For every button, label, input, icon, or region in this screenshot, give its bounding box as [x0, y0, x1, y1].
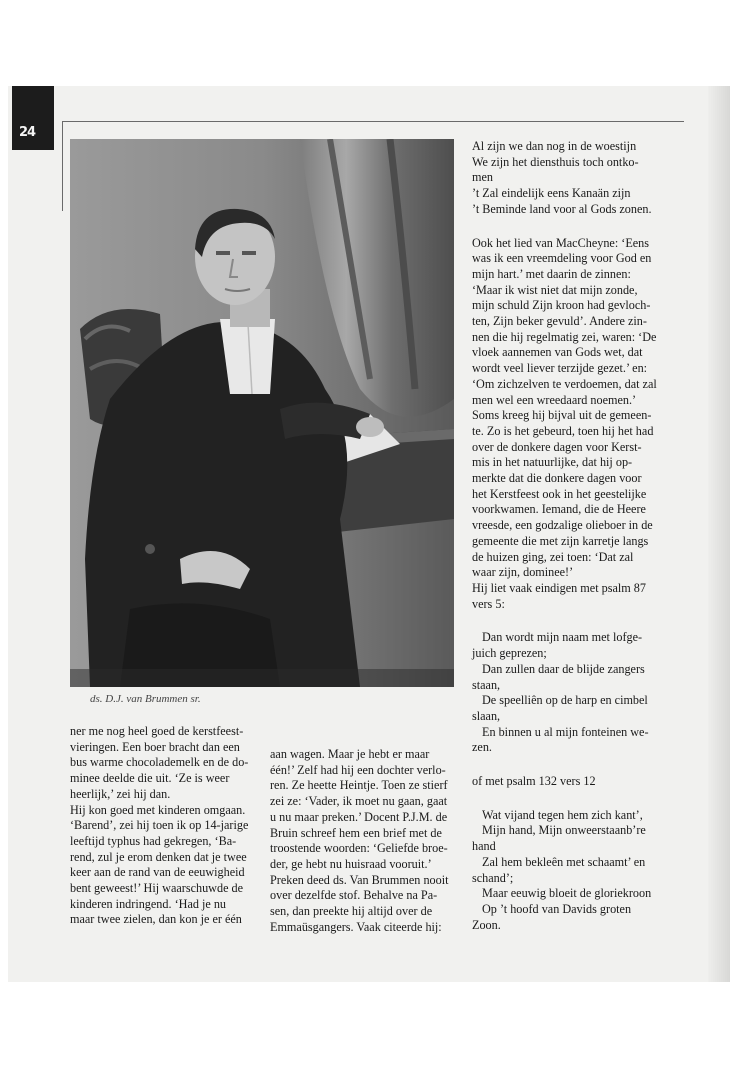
text-line: te. Zo is het gebeurd, toen hij het had: [472, 423, 654, 438]
text-line: Bruin schreef hem een brief met de: [270, 825, 442, 840]
paragraph: [270, 747, 456, 935]
text-line: vreesde, een godzalige olieboer in de: [472, 518, 653, 533]
text-line: Hij kon goed met kinderen omgaan.: [70, 802, 246, 817]
text-line: keer aan de rand van de eeuwigheid: [70, 865, 245, 880]
verse-line: staan,: [472, 677, 501, 692]
page-number: 24: [18, 125, 36, 140]
text-line: aan wagen. Maar je hebt er maar: [270, 747, 430, 761]
photo-caption: ds. D.J. van Brummen sr.: [90, 693, 201, 705]
text-line: merkte dat die donkere dagen voor: [472, 471, 642, 486]
text-line: vers 5:: [472, 596, 505, 611]
text-column-3: [472, 139, 658, 933]
verse-line: schand’;: [472, 870, 514, 885]
text-line: heerlijk,’ zei hij dan.: [70, 786, 171, 801]
verse-line: Zoon.: [472, 917, 501, 932]
text-line: bus warme chocolademelk en de do-: [70, 755, 249, 770]
text-column-2: [270, 747, 456, 935]
verse-line: zen.: [472, 740, 492, 755]
verse-line: ’t Zal eindelijk eens Kanaän zijn: [472, 186, 631, 201]
verse-line: Dan wordt mijn naam met lofge-: [482, 630, 643, 645]
text-line: waar zijn, dominee!’: [472, 565, 574, 580]
verse-line: slaan,: [472, 708, 501, 723]
page-number-tab: [12, 86, 54, 150]
verse-line: De speelliên op de harp en cimbel: [482, 693, 648, 708]
text-line: nen die hij regelmatig zei, waren: ‘De: [472, 329, 657, 344]
verse-line: ’t Beminde land voor al Gods zonen.: [472, 201, 652, 216]
text-line: rend, zul je erom denken dat je twee: [70, 849, 247, 864]
portrait-photo: [70, 139, 454, 687]
text-line: Hij liet vaak eindigen met psalm 87: [472, 580, 646, 595]
verse-line: hand: [472, 839, 496, 854]
text-line: wordt veel liever terzijde gezet.’ en:: [472, 361, 648, 376]
paragraph: [70, 724, 256, 928]
text-line: Emmaüsgangers. Vaak citeerde hij:: [270, 919, 442, 934]
text-line: mijn schuld Zijn kroon had gevloch-: [472, 298, 651, 313]
text-line: u nu maar preken.’ Docent P.J.M. de: [270, 809, 448, 824]
text-line: ner me nog heel goed de kerstfeest-: [70, 724, 244, 738]
text-line: ‘Maar ik wist niet dat mijn zonde,: [472, 282, 638, 297]
psalm-intro: of met psalm 132 vers 12: [472, 774, 596, 789]
text-line: voorkwamen. Iemand, die de Heere: [472, 502, 646, 517]
text-line: mijn hart.’ met daarin de zinnen:: [472, 266, 631, 281]
text-line: ‘Om zichzelven te verdoemen, dat zal: [472, 376, 657, 391]
verse-line: juich geprezen;: [472, 646, 547, 661]
text-line: gemeente die met zijn karretje langs: [472, 533, 649, 548]
paragraph: [472, 236, 658, 613]
text-line: één!’ Zelf had hij een dochter verlo-: [270, 762, 446, 777]
text-line: zei ze: ‘Vader, ik moet nu gaan, gaat: [270, 794, 448, 809]
text-line: kinderen indringend. ‘Had je nu: [70, 896, 227, 911]
text-line: leeftijd typhus had gekregen, ‘Ba-: [70, 833, 237, 848]
text-line: men wel een wreedaard noemen.’: [472, 392, 637, 407]
text-line: het Kerstfeest ook in het geestelijke: [472, 486, 647, 501]
verse-line: Op ’t hoofd van Davids groten: [482, 901, 632, 916]
verse-stanza: [472, 139, 658, 218]
verse-stanza: [472, 808, 658, 934]
left-rule: [62, 121, 63, 211]
top-rule: [62, 121, 684, 122]
verse-line: Maar eeuwig bloeit de gloriekroon: [482, 886, 652, 901]
text-line: ren. Ze heette Heintje. Toen ze stierf: [270, 778, 448, 793]
verse-line: Wat vijand tegen hem zich kant’,: [482, 807, 643, 822]
verse-line: Al zijn we dan nog in de woestijn: [472, 139, 637, 153]
text-line: bent geweest!’ Hij waarschuwde de: [70, 881, 244, 896]
text-line: ‘Barend’, zei hij toen ik op 14-jarige: [70, 818, 249, 833]
text-line: minee deelde die uit. ‘Ze is weer: [70, 771, 230, 786]
verse-line: men: [472, 170, 493, 185]
text-line: vieringen. Een boer bracht dan een: [70, 739, 240, 754]
text-line: over de donkere dagen voor Kerst-: [472, 439, 642, 454]
text-line: vloek aannemen van Gods wet, dat: [472, 345, 643, 360]
text-line: der, ge hebt nu huisraad vooruit.’: [270, 856, 432, 871]
text-line: de huizen ging, zei toen: ‘Dat zal: [472, 549, 634, 564]
text-line: Soms kreeg hij bijval uit de gemeen-: [472, 408, 652, 423]
verse-line: We zijn het diensthuis toch ontko-: [472, 154, 639, 169]
text-line: mis in het natuurlijke, dat hij op-: [472, 455, 633, 470]
verse-line: Dan zullen daar de blijde zangers: [482, 661, 645, 676]
verse-line: Mijn hand, Mijn onweerstaanb’re: [482, 823, 646, 838]
text-line: ten, Zijn beker gevuld’. Andere zin-: [472, 314, 647, 329]
text-line: was ik een vreemdeling voor God en: [472, 251, 652, 266]
verse-line: En binnen u al mijn fonteinen we-: [482, 724, 649, 739]
text-line: maar twee zielen, dan kon je er één: [70, 912, 242, 927]
text-line: Preken deed ds. Van Brummen nooit: [270, 872, 449, 887]
text-line: Ook het lied van MacCheyne: ‘Eens: [472, 235, 650, 250]
text-line: sen, dan preekte hij altijd over de: [270, 904, 433, 919]
text-line: over dezelfde stof. Behalve na Pa-: [270, 888, 438, 903]
text-column-1: [70, 724, 256, 928]
page-edge-shadow: [708, 86, 730, 982]
text-line: troostende woorden: ‘Geliefde broe-: [270, 841, 448, 856]
verse-line: Zal hem bekleên met schaamt’ en: [482, 854, 646, 869]
portrait-image: [70, 139, 454, 687]
verse-stanza: [472, 630, 658, 756]
